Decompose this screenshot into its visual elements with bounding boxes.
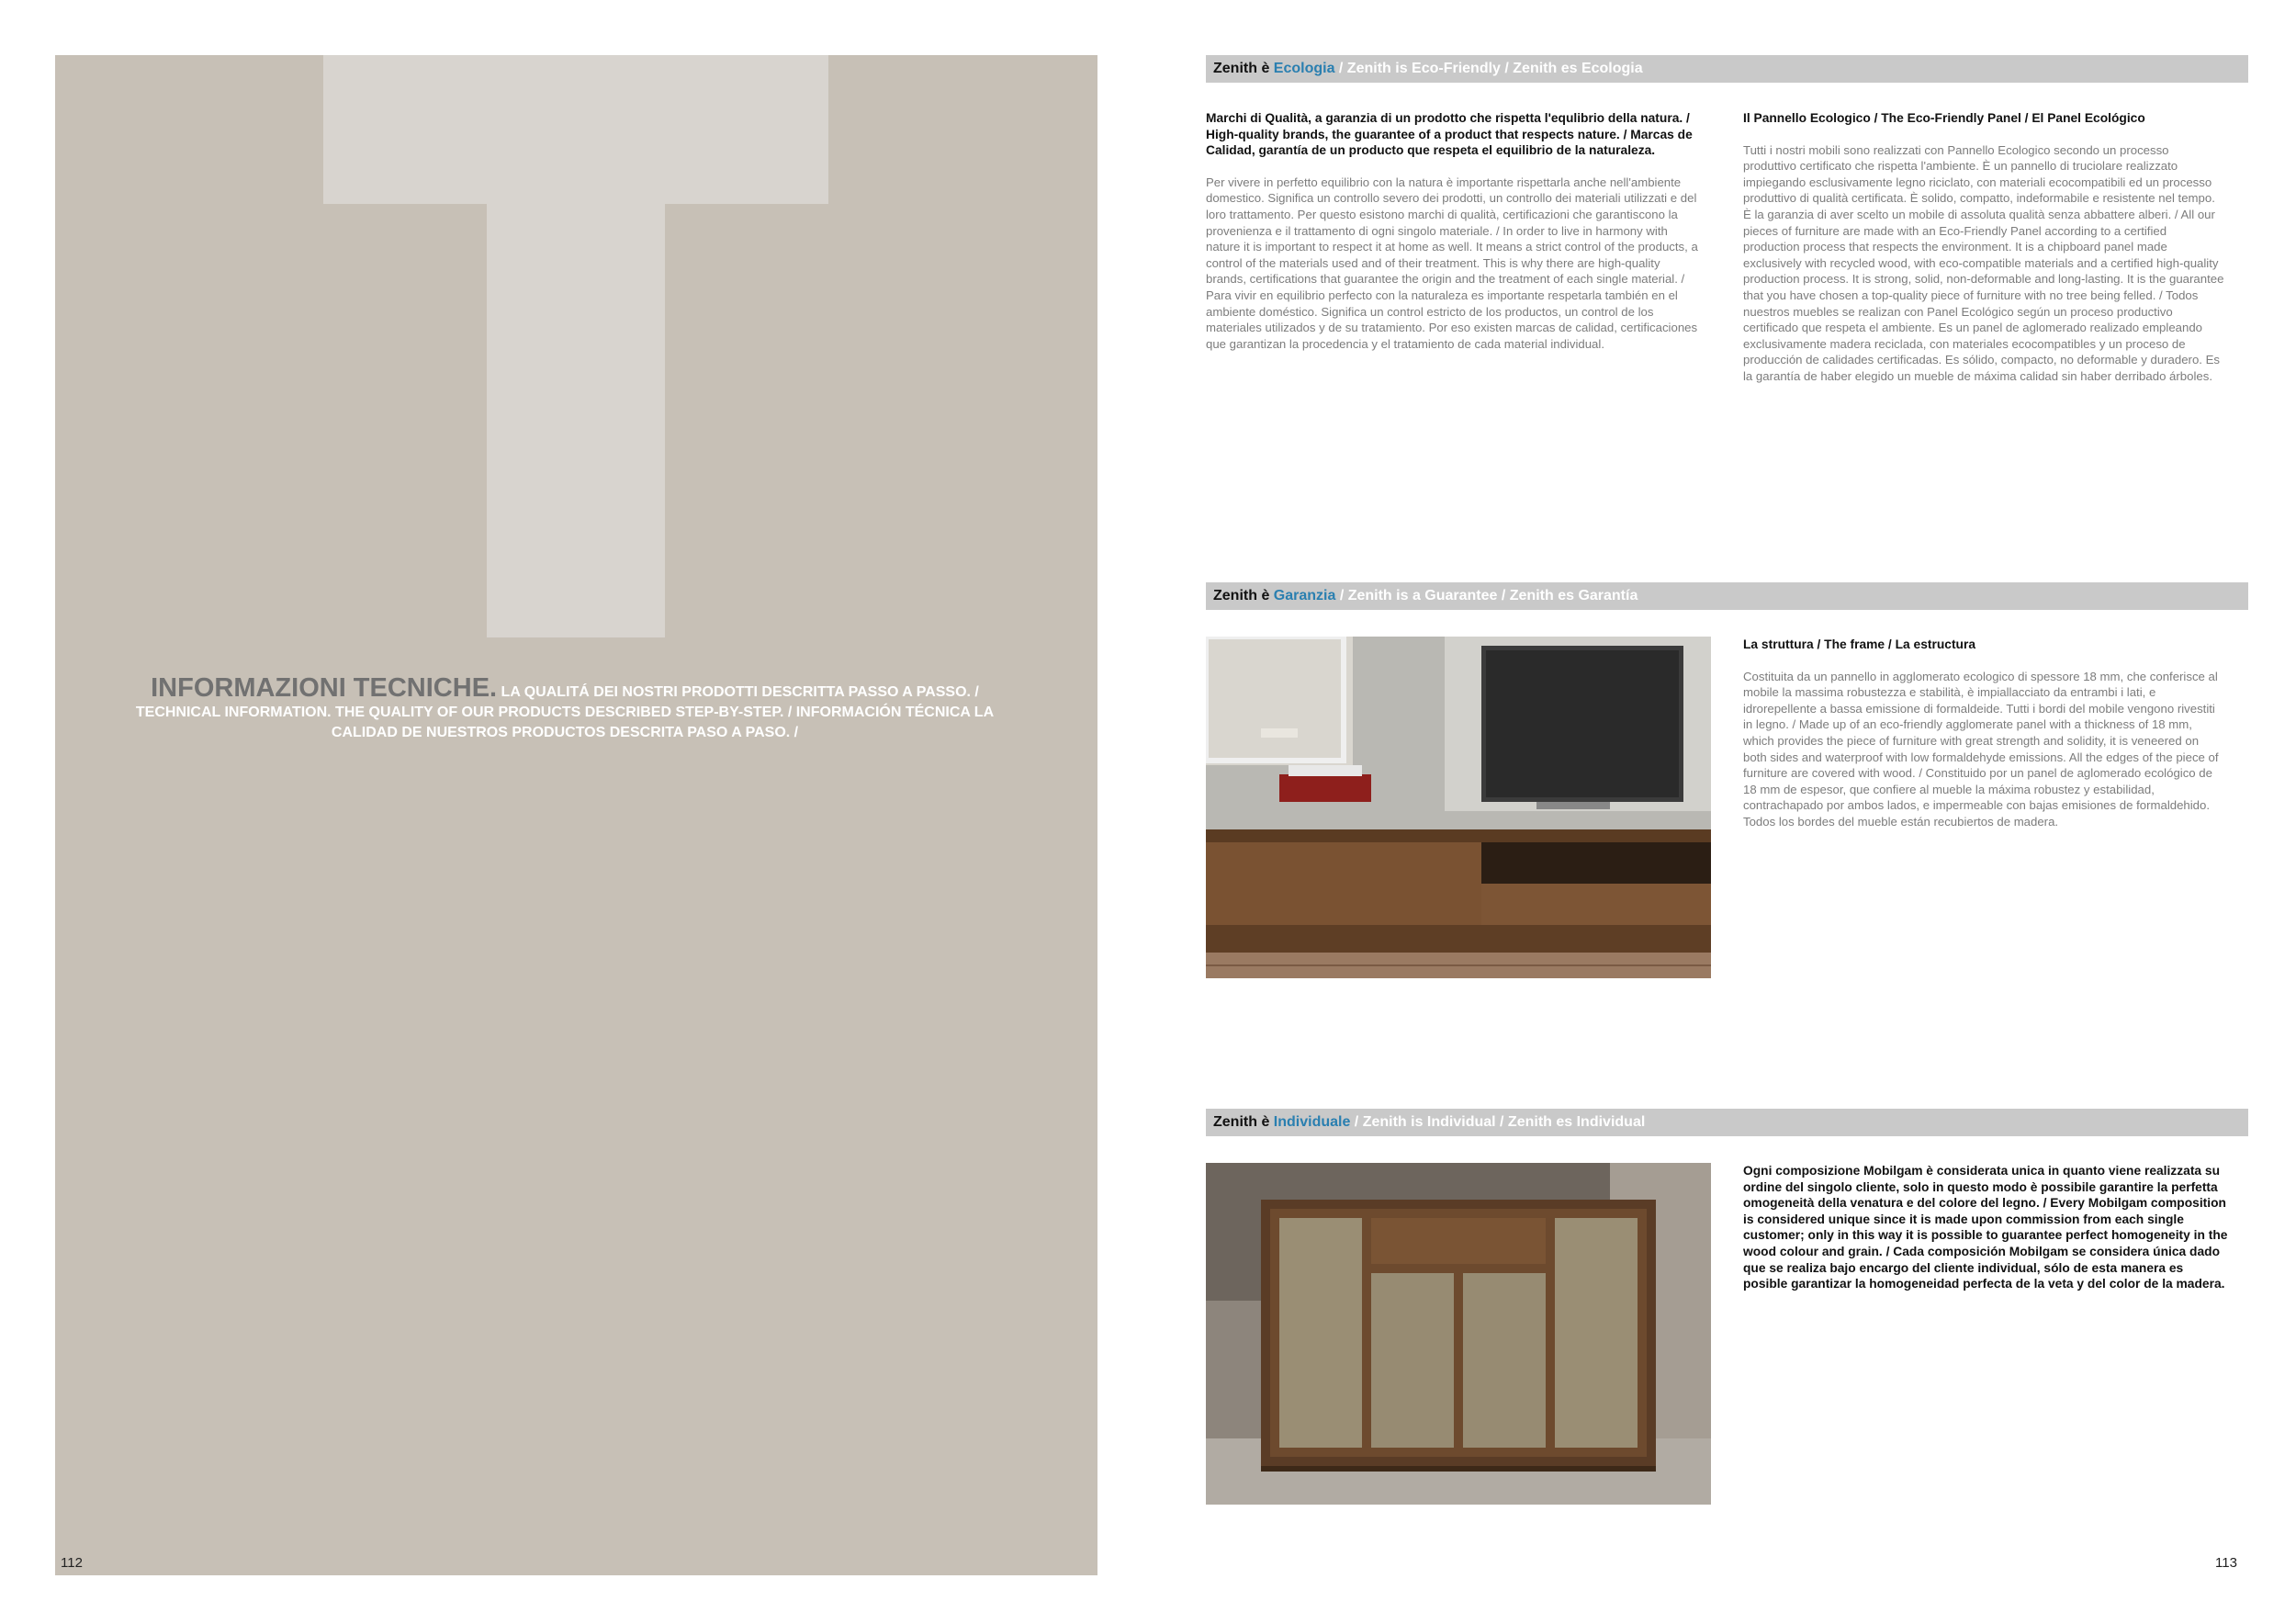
technical-info-heading bbox=[110, 673, 1019, 743]
section-bar-garanzia bbox=[1206, 582, 2248, 610]
technical-info-title: INFORMAZIONI TECNICHE. bbox=[151, 673, 498, 703]
individuale-column-right bbox=[1743, 1163, 2230, 1292]
page-number-right: 113 bbox=[2215, 1555, 2237, 1571]
sideboard-photo bbox=[1206, 1163, 1711, 1505]
page-number-left: 112 bbox=[61, 1555, 83, 1571]
section-bar-prefix: Zenith è bbox=[1213, 1114, 1274, 1130]
garanzia-column-right bbox=[1743, 637, 2225, 830]
section-bar-individuale bbox=[1206, 1109, 2248, 1136]
individuale-col2-body: Ogni composizione Mobilgam è considerata unica in quanto viene realizzata su ordine del singolo cliente, solo in questo modo è possibile garantire la perfetta omogeneità della venatura e del colore del legno. / Every Mobilgam composition is considered unique since it is made upon commission from each single customer; only in this way it is possible to guarantee perfect homogeneity in the wood colour and grain. / Cada composición Mobilgam se considera única dado que se realiza bajo encargo del cliente individual, sólo de esta manera es posible garantizar la homogeneidad perfecta de la veta y del color de la madera. bbox=[1743, 1164, 2228, 1291]
ecologia-column-left bbox=[1206, 110, 1702, 352]
ecologia-column-right bbox=[1743, 110, 2225, 385]
ecologia-col1-body: Per vivere in perfetto equilibrio con la natura è importante rispettarla anche nell'ambiente domestico. Significa un controllo severo dei prodotti, un controllo dei materiali utilizzati e del loro trattamento. Per questo esistono marchi di qualità, certificazioni che garantiscono la provenienza e il trattamento di ogni singolo materiale. / In order to live in harmony with nature it is important to respect it at home as well. It means a strict control of the products, a control of the materials used and of their treatment. This is why there are high-quality brands, certifications that guarantee the origin and the treatment of each single material. / Para vivir en equilibrio perfecto con la naturaleza es importante respetarla también en el ambiente doméstico. Significa un control estricto de los productos, un control de los materiales utilizados y de su tratamiento. Por eso existen marcas de calidad, certificaciones que garantizan la procedencia y el tratamiento de cada material individual. bbox=[1206, 175, 1698, 351]
ecologia-col2-body: Tutti i nostri mobili sono realizzati con Pannello Ecologico secondo un processo produttivo certificato che rispetta l'ambiente. È un pannello di truciolare realizzato impiegando esclusivamente legno riciclato, con materiali ecocompatibili ed un processo produttivo di qualità certificata. È solido, compatto, indeformabile e resistente nel tempo. È la garanzia di aver scelto un mobile di assoluta qualità senza abbattere alberi. / All our pieces of furniture are made with an Eco-Friendly Panel according to a certified production process that respects the environment. It is a chipboard panel made exclusively with recycled wood, with eco-compatible materials and a certified high-quality production process. It is strong, solid, non-deformable and long-lasting. It is the guarantee that you have chosen a top-quality piece of furniture with no tree being felled. / Todos nuestros muebles se realizan con Panel Ecológico según un proceso productivo certificado que respeta el ambiente. Es un panel de aglomerado realizado empleando exclusivamente madera reciclada, con materiales ecocompatibles y un proceso de producción de calidades certificadas. Es sólido, compacto, no deformable y duradero. Es la garantía de haber elegido un mueble de máxima calidad sin haber derribado árboles. bbox=[1743, 142, 2224, 383]
letter-t-stem bbox=[487, 204, 665, 637]
letter-t-top bbox=[323, 55, 828, 204]
section-bar-rest: / Zenith is Individual / Zenith es Individual bbox=[1350, 1114, 1646, 1130]
tv-unit-photo bbox=[1206, 637, 1711, 978]
section-bar-ecologia bbox=[1206, 55, 2248, 83]
garanzia-col2-heading: La struttura / The frame / La estructura bbox=[1743, 637, 1976, 651]
garanzia-col2-body: Costituita da un pannello in agglomerato ecologico di spessore 18 mm, che conferisce al mobile la massima robustezza e stabilità, è impiallacciato da entrambi i lati, e idrorepellente a bassa emissione di formaldeide. Tutti i bordi del mobile vengono rivestiti in legno. / Made up of an eco-friendly agglomerate panel with a thickness of 18 mm, which provides the piece of furniture with great strength and solidity, it is veneered on both sides and waterproof with low formaldehyde emissions. All the edges of the piece of furniture are covered with wood. / Constituido por un panel de aglomerado ecológico de 18 mm de espesor, que confiere al mueble la máxima robustez y estabilidad, contrachapado por ambos lados, e impermeable con bajas emisiones de formaldehido. Todos los bordes del mueble están recubiertos de madera. bbox=[1743, 669, 2219, 829]
section-bar-highlight: Individuale bbox=[1273, 1114, 1351, 1130]
ecologia-col2-heading: Il Pannello Ecologico / The Eco-Friendly Panel / El Panel Ecológico bbox=[1743, 111, 2145, 125]
technical-info-subtitle: LA QUALITÁ DEI NOSTRI PRODOTTI DESCRITTA PASSO A PASSO. / TECHNICAL INFORMATION. THE QUALITY OF OUR PRODUCTS DESCRIBED STEP-BY-STEP. / INFORMACIÓN TÉCNICA LA CALIDAD DE NUESTROS PRODUCTOS DESCRITA PASO A PASO. / bbox=[135, 684, 995, 740]
section-bar-highlight: Garanzia bbox=[1273, 588, 1336, 603]
section-bar-prefix: Zenith è bbox=[1213, 61, 1274, 76]
section-bar-rest: / Zenith is Eco-Friendly / Zenith es Ecologia bbox=[1334, 61, 1643, 76]
section-bar-highlight: Ecologia bbox=[1273, 61, 1335, 76]
section-bar-prefix: Zenith è bbox=[1213, 588, 1274, 603]
ecologia-col1-heading: Marchi di Qualità, a garanzia di un prodotto che rispetta l'equlibrio della natura. / High-quality brands, the guarantee of a product that respects nature. / Marcas de Calidad, garantía de un producto que respeta el equilibrio de la naturaleza. bbox=[1206, 111, 1693, 158]
section-bar-rest: / Zenith is a Guarantee / Zenith es Garantía bbox=[1335, 588, 1638, 603]
